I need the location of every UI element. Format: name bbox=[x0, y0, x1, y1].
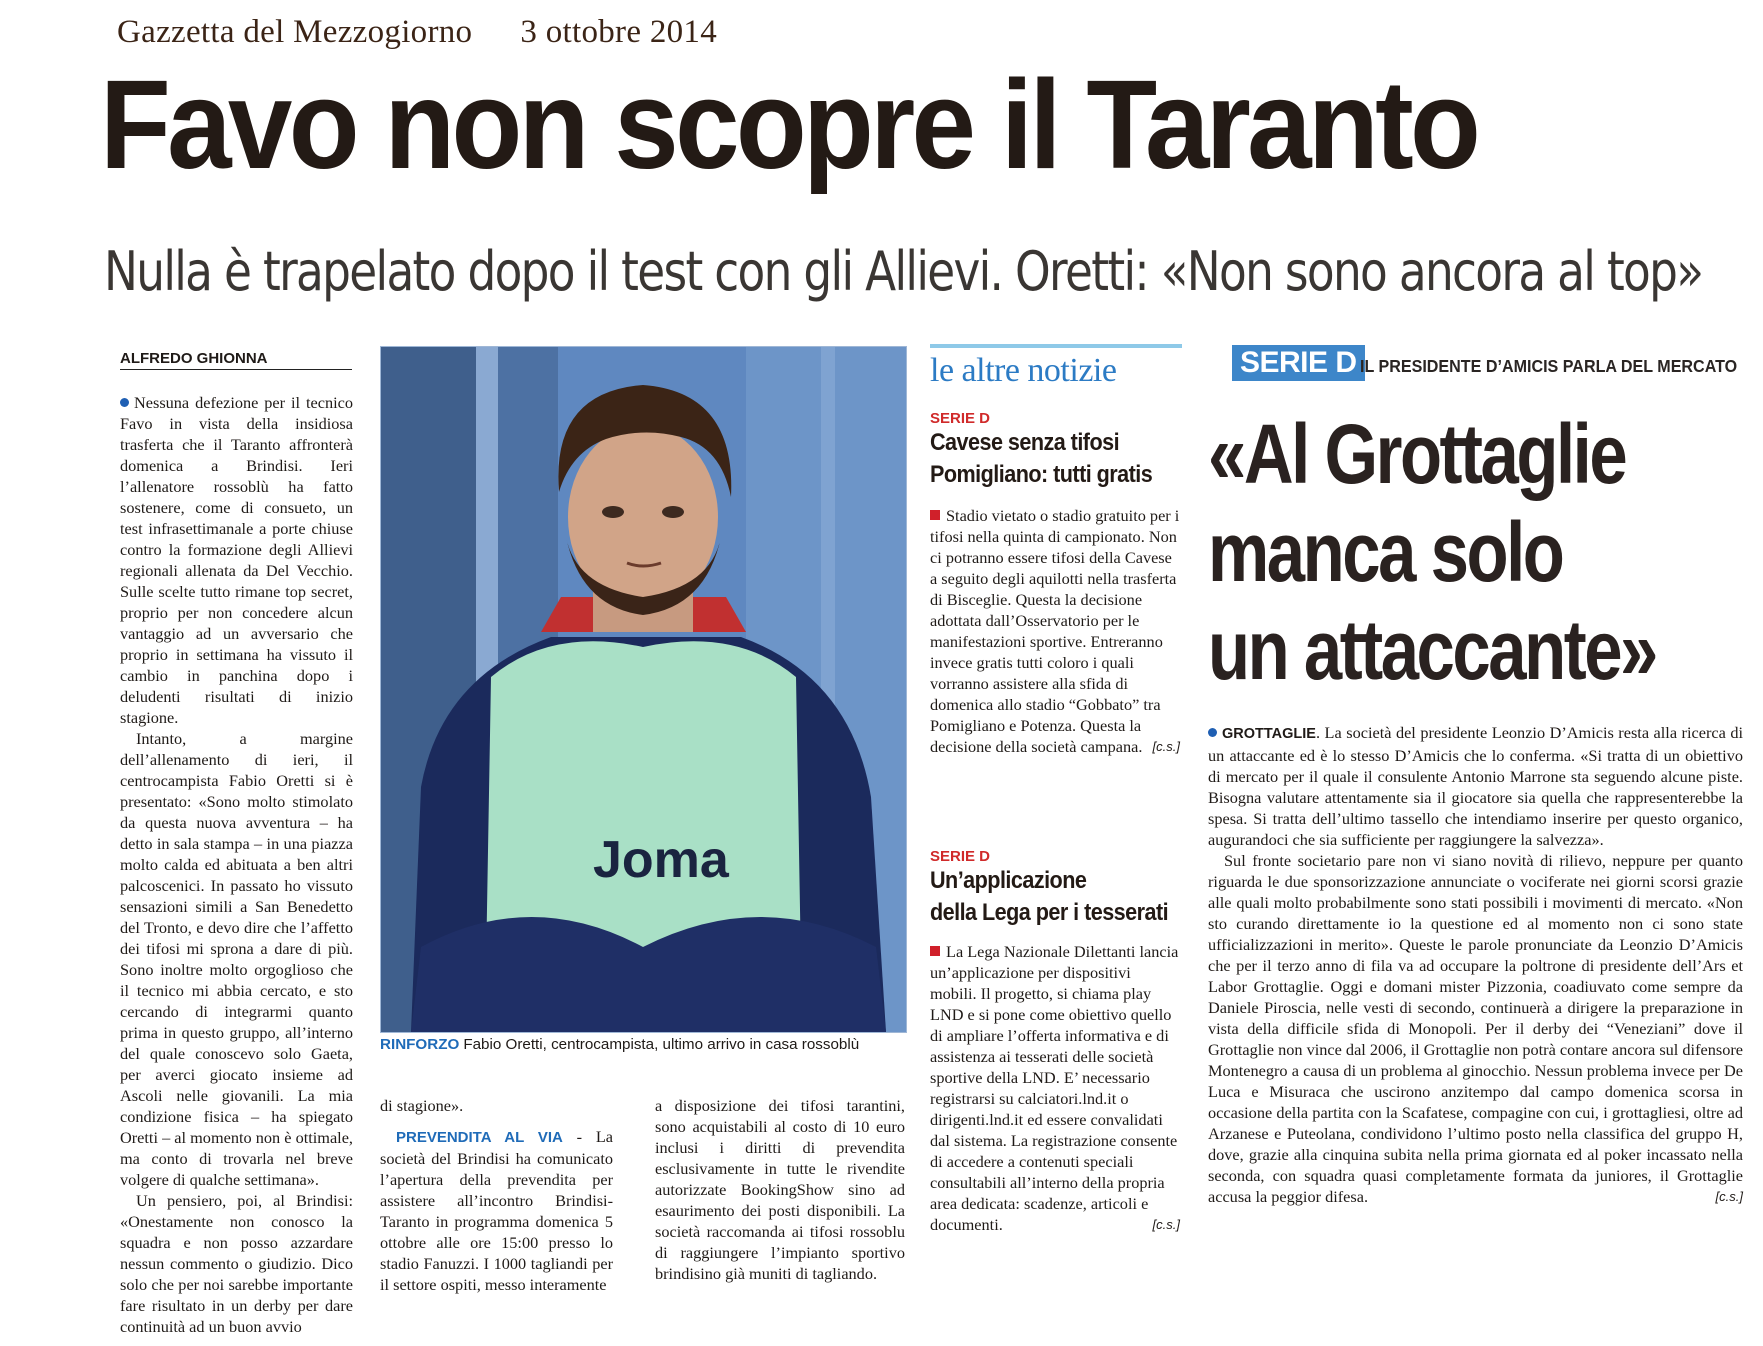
sidebar-item-body: Stadio vietato o stadio gratuito per i tifosi nella quinta di campionato. Non ci potranno essere tifosi della Cavese a seguito degli aquilotti nella trasferta di Bisceglie. Questa la decisione adottata dall’Osservatorio per le manifestazioni sportive. Entreranno invece gratis tutti coloro i quali vorranno assistere alla sfida di domenica allo stadio “Gobbato” tra Pomigliano e Potenza. Questa la decisione della società campana. [c.s.] bbox=[930, 506, 1180, 756]
sidebar-item-kicker: SERIE D bbox=[930, 410, 991, 427]
sidebar-item-title: Un’applicazione bbox=[930, 867, 1087, 894]
article-column-2 bbox=[380, 1095, 613, 1295]
masthead bbox=[117, 14, 717, 51]
bullet-dot-icon bbox=[120, 398, 129, 407]
photo-caption bbox=[380, 1036, 910, 1053]
section-kicker: IL PRESIDENTE D’AMICIS PARLA DEL MERCATO bbox=[1360, 356, 1738, 376]
prevendita-label: PREVENDITA AL VIA bbox=[396, 1129, 563, 1146]
right-article-body bbox=[1208, 722, 1743, 1207]
article-paragraph: Intanto, a margine dell’allenamento di ieri, il centrocampista Fabio Oretti si è presentato: «Sono molto stimolato da questa nuova avventura – ha detto in sala stampa – in una piazza molto calda ed abituata a ben altri palcoscenici. In passato ho vissuto sensazioni simili a San Benedetto del Tronto, e devo dire che l’affetto dei tifosi mi sprona a dare di più. Sono inoltre molto orgoglioso che il tecnico mi abbia cercato, e sto cercando di integrarmi quanto prima in questo gruppo, all’interno del quale conoscevo solo Gaeta, per averci giocato insieme ad Ascoli nelle giovanili. La mia condizione fisica – ha spiegato Oretti – al momento non è ottimale, ma conto di trovarla nel breve volgere di qualche settimana». bbox=[120, 729, 353, 1189]
article-title-line: un attaccante» bbox=[1208, 603, 1656, 697]
player-illustration bbox=[381, 347, 906, 1032]
sidebar-item bbox=[930, 848, 1180, 1235]
sidebar-item-title: Cavese senza tifosi bbox=[930, 429, 1120, 456]
sidebar-item-kicker: SERIE D bbox=[930, 848, 991, 865]
article-title bbox=[1208, 405, 1667, 699]
bullet-square-icon bbox=[930, 946, 940, 956]
bullet-square-icon bbox=[930, 510, 940, 520]
location-dateline: GROTTAGLIE bbox=[1222, 726, 1316, 742]
article-credit: [c.s.] bbox=[1715, 1189, 1743, 1204]
article-paragraph: Nessuna defezione per il tecnico Favo in vista della insidiosa trasferta che il Taranto affronterà domenica a Brindisi. Ieri l’allenatore rossoblù ha fatto sostenere, come di consueto, un test infrasettimanale a porte chiuse contro la formazione degli Allievi regionali allenata da Del Vecchio. Sulle scelte tutto rimane top secret, proprio per non concedere alcun vantaggio ad un avversario che proprio in settimana ha vissuto il cambio in panchina dopo i deludenti risultati di inizio stagione. bbox=[120, 393, 353, 727]
article-paragraph: GROTTAGLIE. La società del presidente Leonzio D’Amicis resta alla ricerca di un attaccante ed è lo stesso D’Amicis che lo conferma. «Si tratta di un obiettivo di mercato per il quale il consulente Antonio Marrone sta seguendo alcune piste. Bisogna valutare attentamente sia il giocatore sia quella che rappresenterebbe la spesa. Si tratta dell’ultimo tassello che intendiamo inserire per questo organico, augurandoci che sia sufficiente per raggiungere la salvezza». bbox=[1208, 723, 1743, 849]
article-paragraph: a disposizione dei tifosi tarantini, sono acquistabili al costo di 10 euro inclusi i diritti di prevendita esclusivamente in tutte le rivendite autorizzate BookingShow sino ad esaurimento dei posti disponibili. La società raccomanda ai tifosi rossoblu di raggiungere l’impianto sportivo brindisino già muniti di tagliando. bbox=[655, 1096, 905, 1283]
newspaper-name: Gazzetta del Mezzogiorno bbox=[117, 14, 473, 50]
article-title-line: «Al Grottaglie bbox=[1208, 407, 1626, 501]
article-column-1 bbox=[120, 392, 353, 1337]
bullet-dot-icon bbox=[1208, 728, 1217, 737]
caption-text: Fabio Oretti, centrocampista, ultimo arrivo in casa rossoblù bbox=[463, 1036, 860, 1053]
publication-date: 3 ottobre 2014 bbox=[520, 14, 718, 50]
sidebar-item bbox=[930, 410, 1180, 757]
sidebar-item-title: Pomigliano: tutti gratis bbox=[930, 461, 1153, 488]
sidebar-item-body: La Lega Nazionale Dilettanti lancia un’applicazione per dispositivi mobili. Il progetto, si chiama play LND e si pone come obiettivo quello di ampliare l’offerta informativa e di assistenza ai tesserati delle società sportive della LND. E’ necessario registrarsi su calciatori.lnd.it o dirigenti.lnd.it ed essere convalidati dal sistema. La registrazione consente di accedere a contenuti speciali consultabili all’interno della propria area dedicata: scadenze, articoli e documenti. [c.s.] bbox=[930, 942, 1180, 1234]
sidebar-title: le altre notizie bbox=[930, 352, 1117, 389]
article-paragraph: Sul fronte societario pare non vi siano novità di rilievo, neppure per quanto riguarda le due sponsorizzazione annunciate o vociferate nei giorni scorsi grazie alle quali molto probabilmente sono stati possibili i movimenti di mercato. «Non sto curando direttamente io la questione ed al momento non ci sono state ufficializzazioni in merito». Queste le parole pronunciate da Leonzio D’Amicis che per il terzo anno di fila va ad occupare la poltrone di presidente dell’Ars et Labor Grottaglie. Oggi e domani mister Pizzonia, coadiuvato come sempre da Daniele Piroscia, nelle vesti di secondo, continuerà a dirigere la preparazione in vista della difficile sfida di Monopoli. Per il derby dei “Veneziani” dove il Grottaglie non vince dal 2006, il Grottaglie non potrà contare ancora sul difensore Montenegro a causa di un problema al ginocchio. Nessun problema invece per De Luca e Misuraca che uscirono anzitempo dal campo domenica scorsa in occasione della partita con la Scafatese, compagine con cui, i grottagliesi, oltre ad Arzanese e Puteolana, condividono l’ultimo posto nella classifica del gruppo H, dove, grazie alla cinquina subita nella prima giornata ed al poker incassato nella seconda, con squadra quasi completamente formata da juniores, il Grottaglie accusa la peggior difesa. [c.s.] bbox=[1208, 851, 1743, 1206]
article-paragraph: PREVENDITA AL VIA - La società del Brindisi ha comunicato l’apertura della prevendita per assistere all’incontro Brindisi-Taranto in programma domenica 5 ottobre alle ore 15:00 presso lo stadio Fanuzzi. I 1000 tagliandi per il settore ospiti, messo interamente bbox=[380, 1127, 613, 1294]
article-title-line: manca solo bbox=[1208, 505, 1563, 599]
player-photo bbox=[380, 346, 907, 1033]
shirt-brand-text: Joma bbox=[593, 831, 729, 889]
subheadline: Nulla è trapelato dopo il test con gli Allievi. Oretti: «Non sono ancora al top» bbox=[104, 240, 1703, 303]
article-column-3 bbox=[655, 1095, 905, 1284]
sidebar-item-title: della Lega per i tesserati bbox=[930, 899, 1169, 926]
headline: Favo non scopre il Taranto bbox=[100, 54, 1478, 195]
caption-tag: RINFORZO bbox=[380, 1036, 460, 1053]
byline: ALFREDO GHIONNA bbox=[120, 350, 352, 370]
sidebar-rule bbox=[930, 344, 1182, 348]
section-badge: SERIE D bbox=[1232, 345, 1365, 381]
article-paragraph: Un pensiero, poi, al Brindisi: «Onestamente non conosco la squadra e non posso azzardare nessun commento o giudizio. Dico solo che per noi sarebbe importante fare risultato in un derby per dare continuità ad un buon avvio bbox=[120, 1191, 353, 1336]
sidebar-item-credit: [c.s.] bbox=[1152, 1217, 1180, 1232]
article-paragraph: di stagione». bbox=[380, 1096, 464, 1115]
sidebar-item-credit: [c.s.] bbox=[1152, 739, 1180, 754]
